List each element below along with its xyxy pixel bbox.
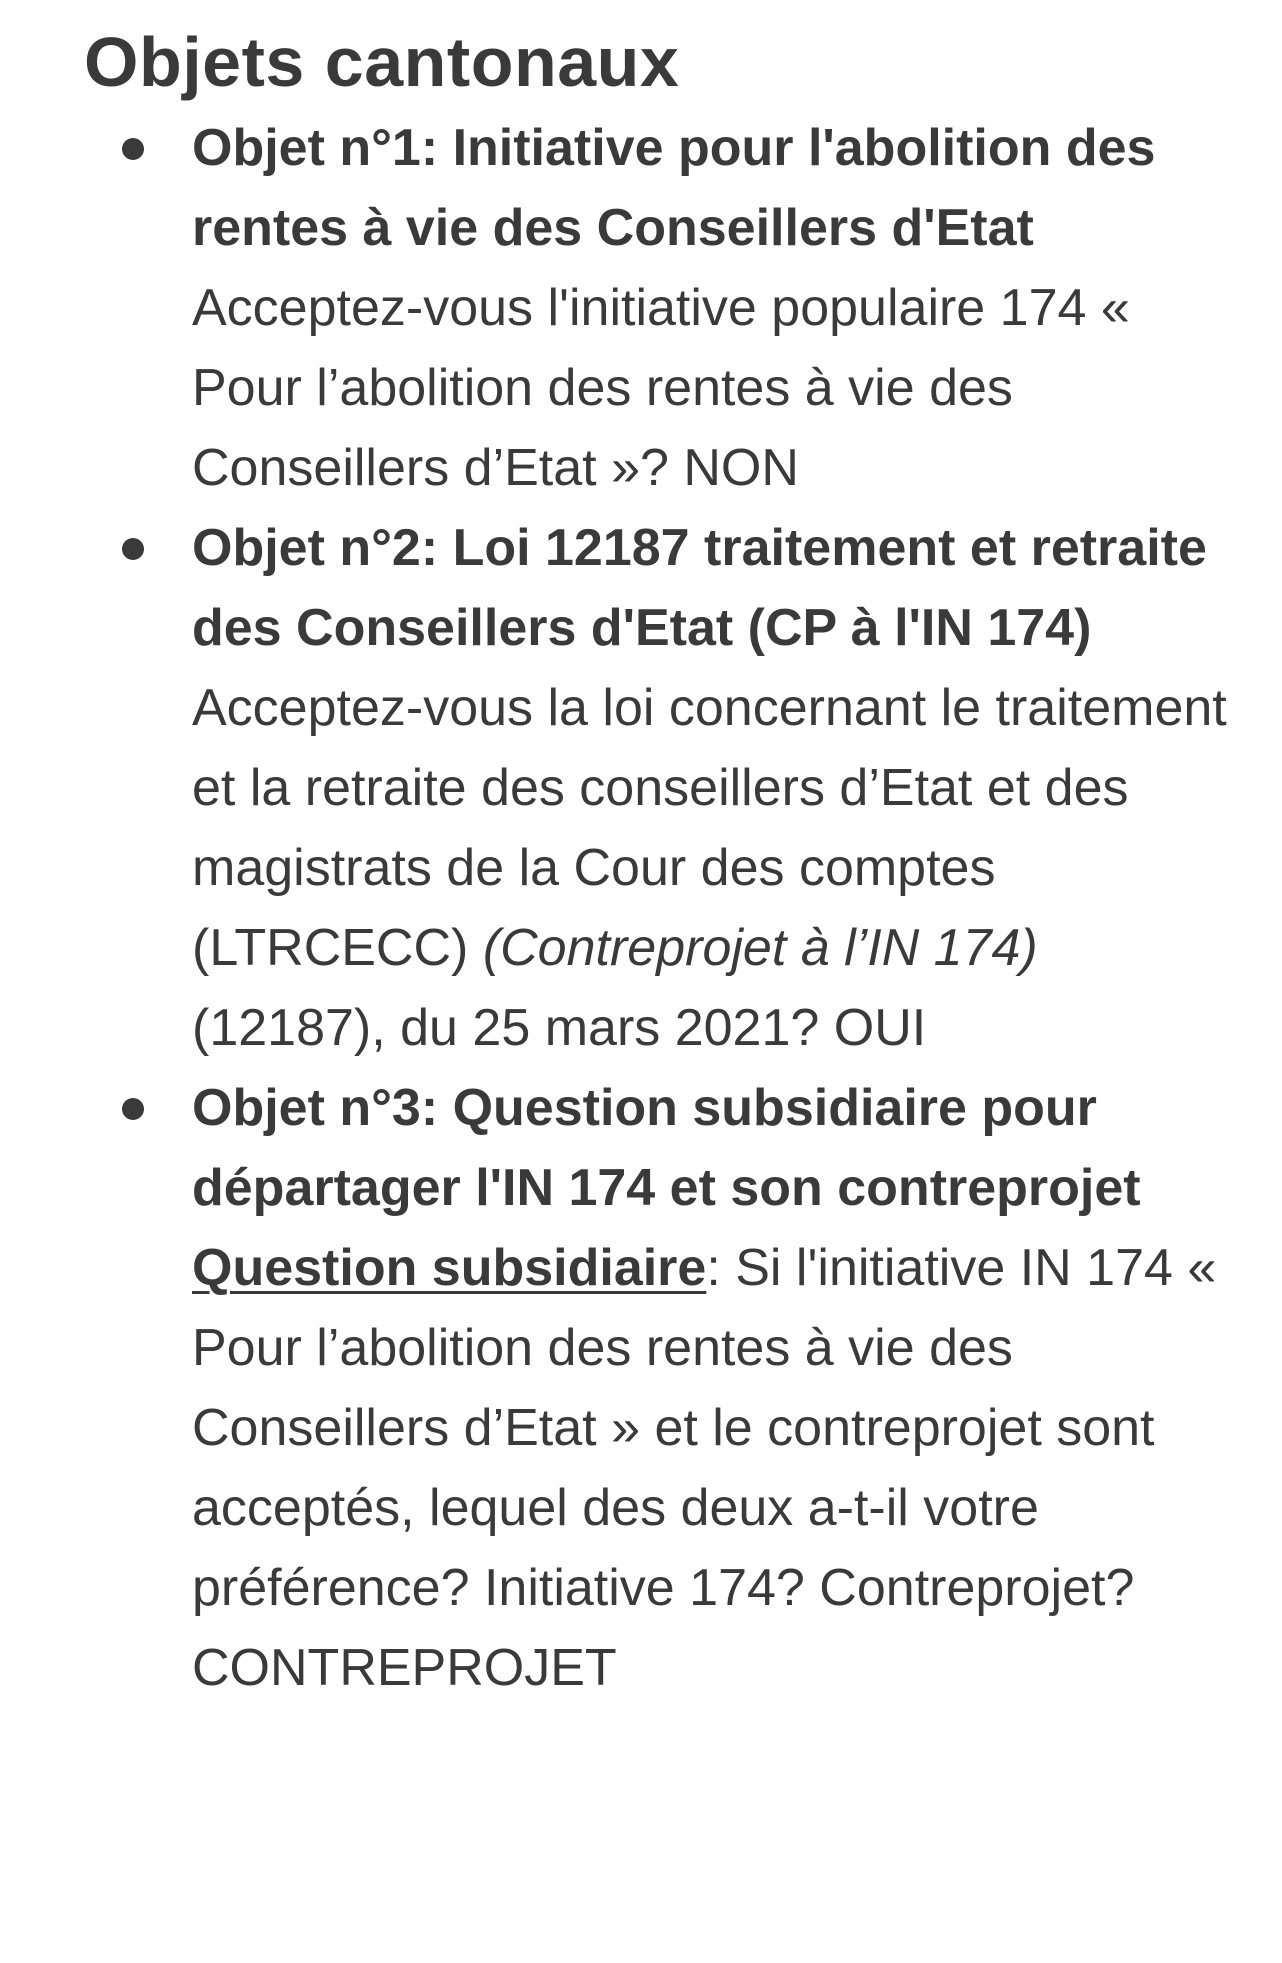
bullet-icon	[122, 1098, 144, 1120]
item-text: : Si l'initiative IN 174 « Pour l’abolition des rentes à vie des Conseillers d’Etat » et le contreprojet sont acceptés, lequel des deux a-t-il votre préférence? Initiative 174? Contreprojet? CONTREPROJET	[192, 1239, 1217, 1697]
list-item-object-1	[84, 108, 1242, 508]
item-italic-note: (Contreprojet à l’IN 174)	[482, 919, 1038, 977]
bullet-icon	[122, 538, 144, 560]
item-heading: Objet n°2: Loi 12187 traitement et retraite des Conseillers d'Etat (CP à l'IN 174)	[192, 519, 1207, 657]
list-item-object-3	[84, 1068, 1242, 1708]
object-list	[84, 108, 1242, 1708]
list-item-object-2	[84, 508, 1242, 1068]
item-text-end: (12187), du 25 mars 2021? OUI	[192, 999, 927, 1057]
section-title: Objets cantonaux	[84, 23, 680, 101]
item-text: Acceptez-vous la loi concernant le traitement et la retraite des conseillers d’Etat et des magistrats de la Cour des comptes (LTRCECC)	[192, 679, 1227, 977]
item-text: Acceptez-vous l'initiative populaire 174 « Pour l’abolition des rentes à vie des Conseillers d’Etat »? NON	[192, 279, 1130, 497]
question-subsidiaire-link[interactable]: Question subsidiaire	[192, 1239, 707, 1297]
item-heading: Objet n°3: Question subsidiaire pour départager l'IN 174 et son contreprojet	[192, 1079, 1141, 1217]
bullet-icon	[122, 138, 144, 160]
item-heading: Objet n°1: Initiative pour l'abolition des rentes à vie des Conseillers d'Etat	[192, 119, 1156, 257]
